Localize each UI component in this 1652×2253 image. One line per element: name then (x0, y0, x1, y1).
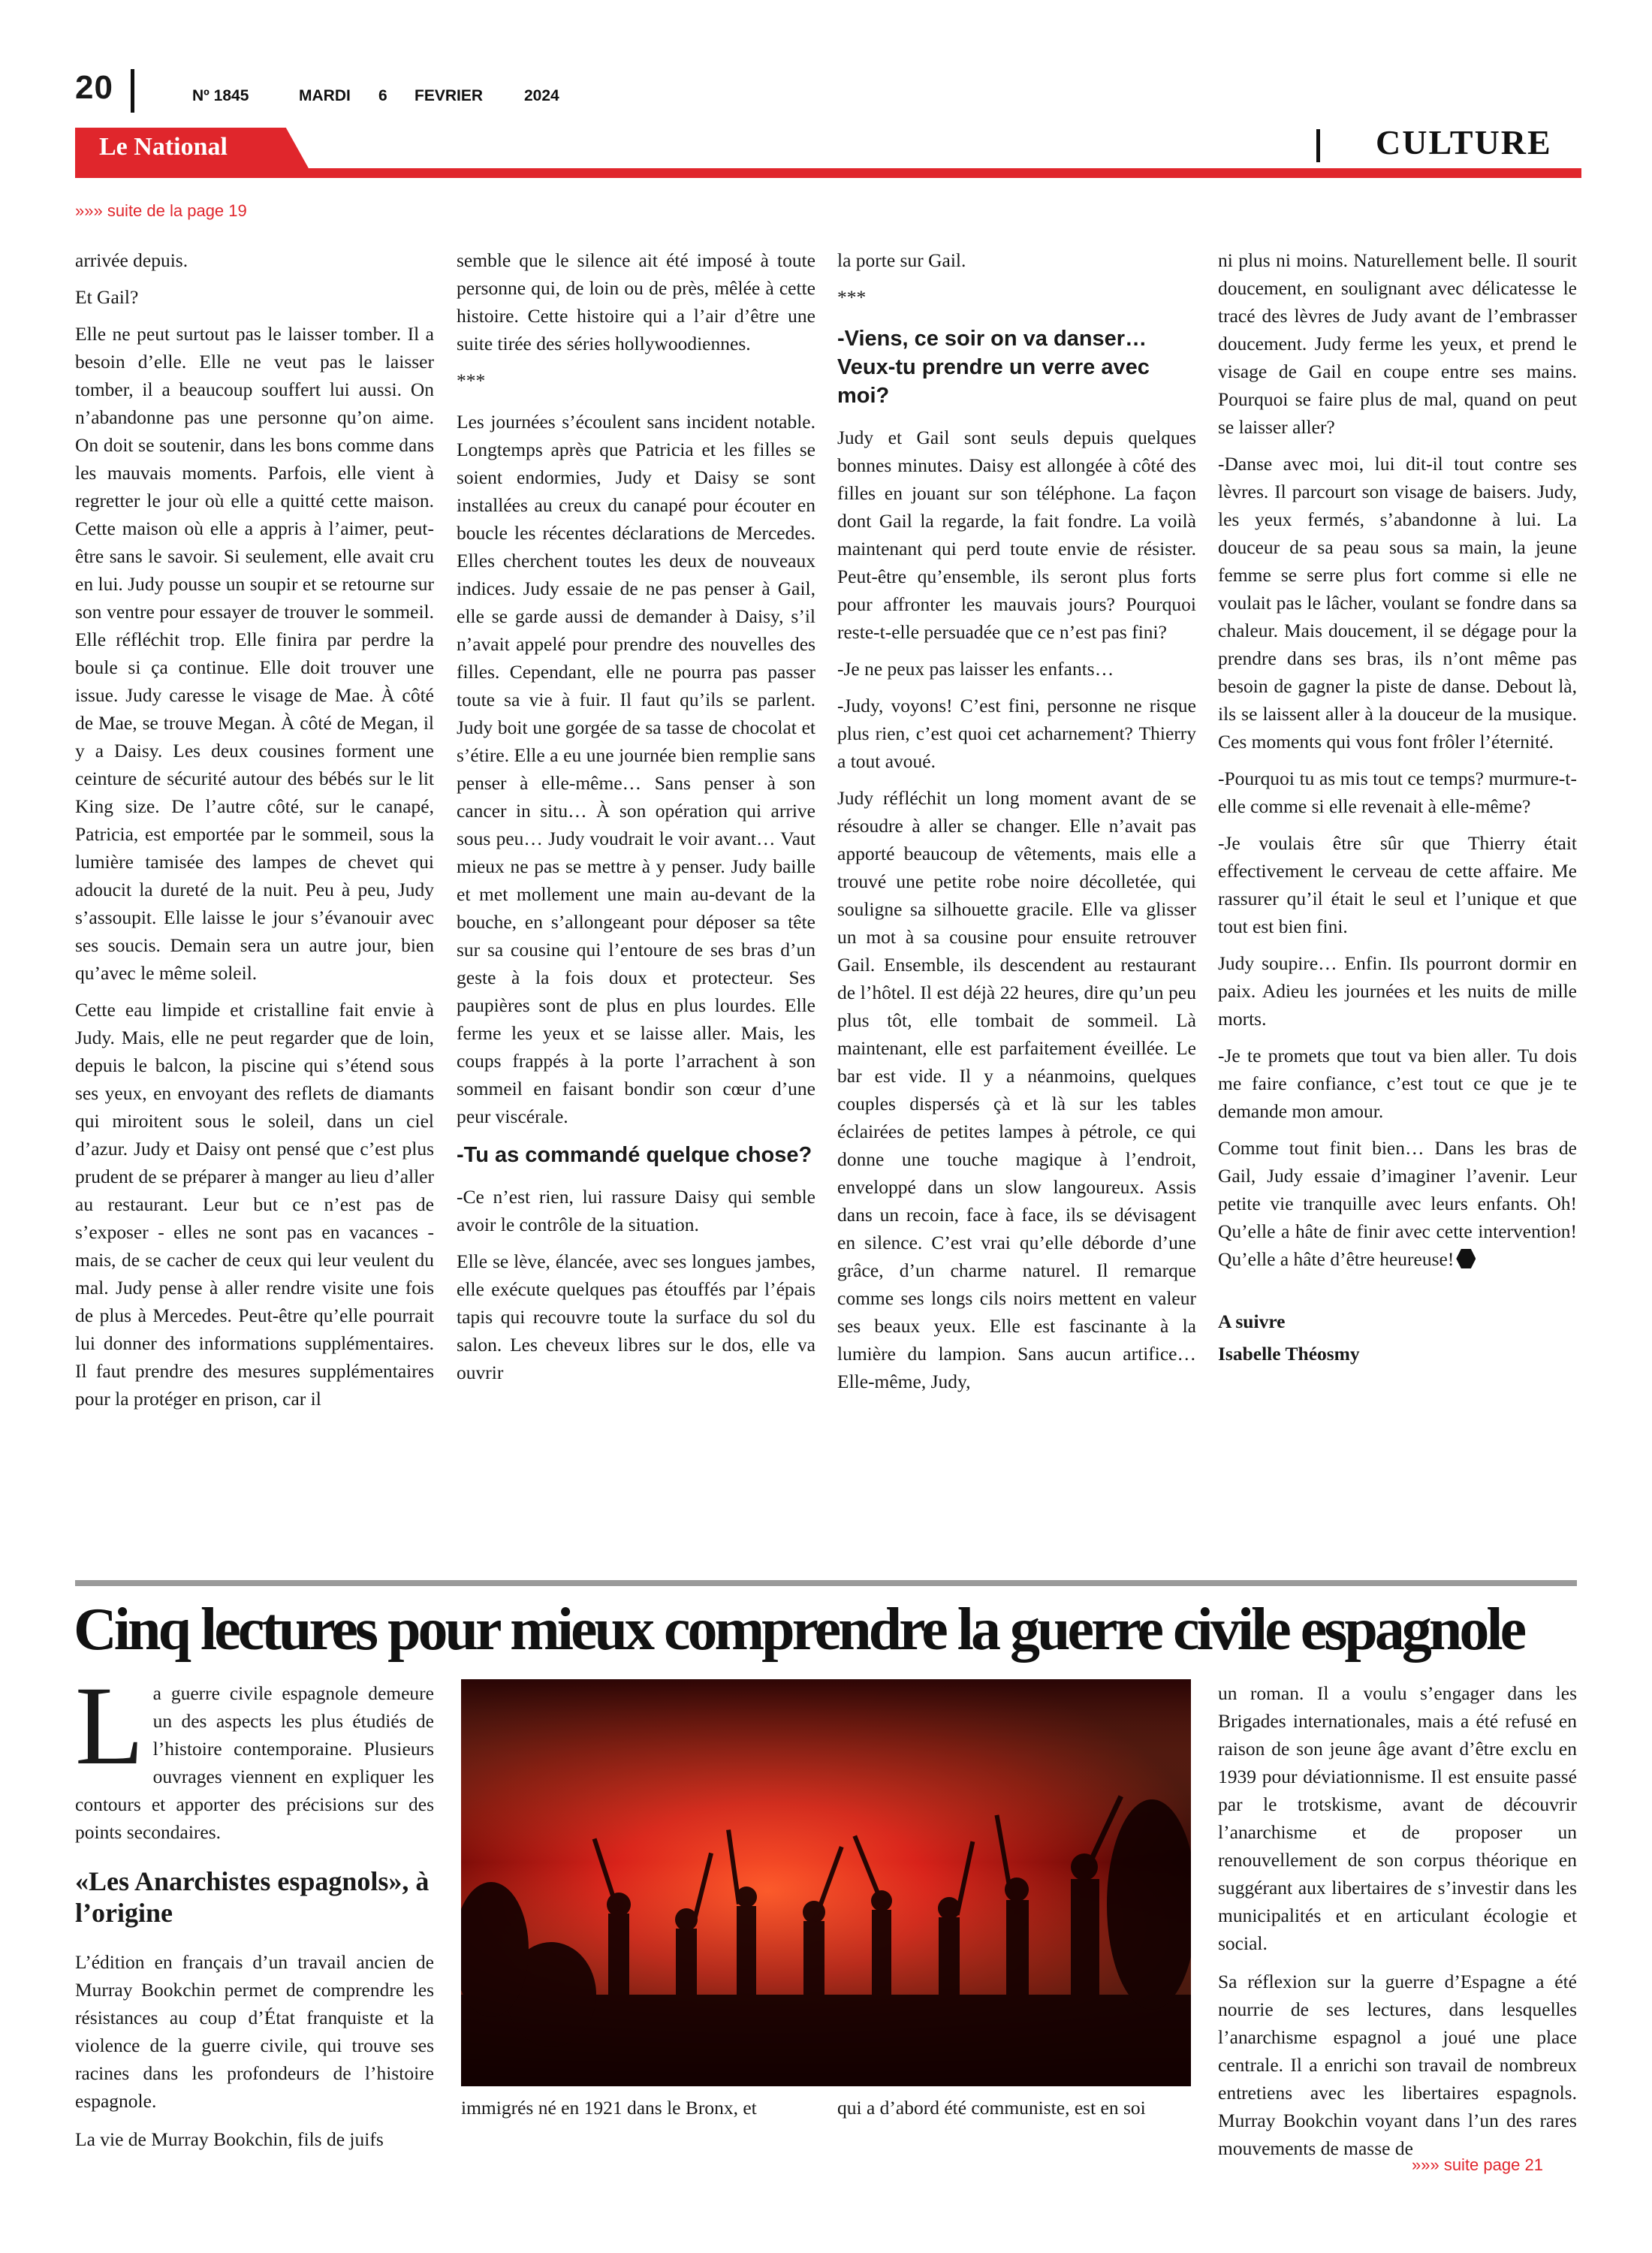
paragraph: L’édition en français d’un travail ancien de Murray Bookchin permet de comprendre les résistances au coup d’État franquiste et la violence de la guerre civile, qui trouve ses racines dans les profondeurs de l’histoire espagnole. (75, 1951, 434, 2112)
paragraph: -Je voulais être sûr que Thierry était effectivement le cerveau de cette affaire. Me rassurer qu’il était le seul et l’unique et que tout est bien fini. (1218, 832, 1577, 937)
story-column-3 (837, 246, 1196, 1404)
paragraph: -Je ne peux pas laisser les enfants… (837, 658, 1114, 680)
issue-number: Nº 1845 (192, 87, 249, 104)
paragraph: Et Gail? (75, 286, 139, 308)
section-divider (1316, 129, 1320, 162)
lead-text: a guerre civile espagnole demeure un des aspects les plus étudiés de l’histoire contemporaine. Plusieurs ouvrages viennent en expliquer les contours et apporter des précisions sur des points secondaires. (75, 1682, 434, 1843)
page-number-divider (131, 69, 134, 113)
paragraph: -Je te promets que tout va bien aller. Tu dois me faire confiance, c’est tout ce que je te demande mon amour. (1218, 1045, 1577, 1122)
story-column-1 (75, 246, 434, 1422)
paragraph: Sa réflexion sur la guerre d’Espagne a été nourrie de ses lectures, dans lesquelles l’anarchisme espagnol a joué une place centrale. Il a enrichi son travail de nombreux entretiens avec les libertaires espagnols. Murray Bookchin voyant dans l’un des rares mouvements de masse de (1218, 1971, 1577, 2159)
scene-separator: *** (837, 286, 867, 308)
dialogue-heading: -Viens, ce soir on va danser… Veux-tu prendre un verre avec moi? (837, 327, 1150, 408)
paragraph: Judy réfléchit un long moment avant de se résoudre à aller se changer. Elle n’avait pas apporté beaucoup de vêtements, mais elle a trouvé une petite robe noire décolletée, qui souligne sa silhouette gracile. Elle va glisser un mot à sa cousine pour ensuite retrouver Gail. Ensemble, ils descendent au restaurant de l’hôtel. Il est déjà 22 heures, dire qu’un peu plus tôt, elle tombait de sommeil. Là maintenant, elle est parfaitement éveillée. Le bar est vide. Il y a néanmoins, quelques couples dispersés çà et là sur les tables éclairées de petites lampes à pétrole, ce qui donne une touche magique à l’endroit, enveloppé dans un slow langoureux. Assis dans un recoin, face à face, ils se dévisagent en silence. C’est vrai qu’elle déborde d’une grâce, d’un charme naturel. Il remarque comme ses longs cils noirs mettent en valeur ses beaux yeux. Elle est fascinante à la lumière du lampion. Sans aucun artifice… Elle-même, Judy, (837, 787, 1196, 1392)
continued-from: »»» suite de la page 19 (75, 201, 247, 220)
paragraph (1218, 1134, 1577, 1273)
paragraph: -Ce n’est rien, lui rassure Daisy qui semble avoir le contrôle de la situation. (457, 1186, 815, 1235)
article-lead (75, 1663, 434, 1846)
continued-to: »»» suite page 21 (1412, 2155, 1543, 2174)
paragraph: Cette eau limpide et cristalline fait envie à Judy. Mais, elle ne peut regarder que de loin, depuis le balcon, la piscine qui s’étend sous ses yeux, en envoyant des reflets de diamants qui miroitent sous le soleil, dans un ciel d’azur. Judy et Daisy ont pensé que c’est plus prudent de se préparer à manger au lieu d’aller au restaurant. Leur but ce n’est pas de s’exposer - elles ne sont pas en vacances - mais, de se cacher de ceux qui leur veulent du mal. Judy pense à aller rendre visite une fois de plus à Mercedes. Peut-être qu’elle pourrait lui donner des informations supplémentaires. Il faut prendre des mesures supplémentaires pour la protéger en prison, car il (75, 999, 434, 1410)
paragraph: un roman. Il a voulu s’engager dans les Brigades internationales, mais a été refusé en raison de son jeune âge avant d’être exclu en 1939 pour déviationnisme. Il est ensuite passé par le trotskisme, avant de découvrir l’anarchisme et de proposer un renouvellement de son corpus théorique en suggérant aux libertaires de s’investir dans les municipalités et en articulant écologie et social. (1218, 1682, 1577, 1954)
article-headline: Cinq lectures pour mieux comprendre la guerre civile espagnole (74, 1597, 1524, 1663)
issue-date-day: 6 (378, 87, 387, 104)
issue-month: FEVRIER (415, 87, 484, 104)
article-column-3 (837, 2094, 1196, 2132)
story-column-2 (457, 246, 815, 1395)
header-rule (75, 168, 1581, 178)
story-column-4 (1218, 246, 1577, 1372)
page-number: 20 (75, 69, 113, 106)
paragraph: -Pourquoi tu as mis tout ce temps? murmure-t-elle comme si elle revenait à elle-même? (1218, 768, 1577, 817)
drop-cap: L (75, 1663, 144, 1788)
paragraph: Elle ne peut surtout pas le laisser tomber. Il a besoin d’elle. Elle ne veut pas le laisser tomber, il a beaucoup souffert lui aussi. On n’abandonne pas une personne qu’on aime. On doit se soutenir, dans les bons comme dans les mauvais moments. Parfois, elle vient à regretter le jour où elle a quitté cette maison. Cette maison où elle a appris à l’aimer, peut-être sans le savoir. Si seulement, elle avait cru en lui. Judy pousse un soupir et se retourne sur son ventre pour essayer de trouver le sommeil. Elle réfléchit trop. Elle finira par perdre la boule si ça continue. Elle doit trouver une issue. Judy caresse le visage de Mae. À côté de Mae, se trouve Megan. À côté de Megan, il y a Daisy. Les deux cousines forment une ceinture de sécurité autour des bébés sur le lit King size. De l’autre côté, sur le canapé, Patricia, est emportée par le sommeil, sous la lumière tamisée des lampes de chevet qui adoucit la dureté de la nuit. Peu à peu, Judy s’assoupit. Elle laisse le jour s’évanouir avec ses soucis. Demain sera un autre jour, bien qu’avec le même soleil. (75, 323, 434, 984)
paragraph: arrivée depuis. (75, 249, 188, 271)
paragraph: ni plus ni moins. Naturellement belle. Il sourit doucement, en soulignant avec délicatesse le tracé des lèvres de Judy avant de l’embrasser doucement. Judy ferme les yeux, et prend le visage de Gail en coupe entre ses mains. Pourquoi se faire plus de mal, quand on peut se laisser aller? (1218, 249, 1577, 438)
article-divider (75, 1580, 1577, 1586)
article-photo-crowd-silhouettes (461, 1679, 1191, 2086)
issue-day: MARDI (299, 87, 351, 104)
author-byline: Isabelle Théosmy (1218, 1343, 1360, 1365)
paragraph: Judy et Gail sont seuls depuis quelques bonnes minutes. Daisy est allongée à côté des filles en jouant sur son téléphone. La façon dont Gail la regarde, la fait fondre. La voilà maintenant qui perd toute envie de résister. Peut-être qu’ensemble, ils seront plus forts pour affronter les mauvais jours? Pourquoi reste-t-elle persuadée que ce n’est pas fini? (837, 427, 1196, 643)
dialogue-heading: -Tu as commandé quelque chose? (457, 1143, 812, 1167)
story-end-icon (1456, 1249, 1476, 1268)
brand-name: Le National (99, 133, 228, 161)
paragraph: qui a d’abord été communiste, est en soi (837, 2097, 1146, 2119)
scene-separator: *** (457, 369, 486, 391)
article-column-1 (75, 1663, 434, 2164)
paragraph: La vie de Murray Bookchin, fils de juifs (75, 2128, 384, 2150)
article-column-4 (1218, 1679, 1577, 2173)
final-paragraph-text: Comme tout finit bien… Dans les bras de Gail, Judy essaie d’imaginer l’avenir. Leur petite vie tranquille avec leurs enfants. Oh! Qu’elle a hâte de finir avec cette intervention! Qu’elle a hâte d’être heureuse! (1218, 1137, 1577, 1270)
paragraph: -Danse avec moi, lui dit-il tout contre ses lèvres. Il parcourt son visage de baisers. Judy, les yeux fermés, s’abandonne à lui. La douceur de sa peau sous sa main, la jeune femme se serre plus fort comme si elle ne voulait pas le lâcher, voulant se fondre dans sa chaleur. Mais doucement, il se dégage pour la prendre dans ses bras, ils n’ont même pas besoin de gagner la piste de danse. Debout là, ils se laissent aller à la douceur de la musique. Ces moments qui vous font frôler l’éternité. (1218, 453, 1577, 753)
paragraph: immigrés né en 1921 dans le Bronx, et (461, 2097, 757, 2119)
to-follow-label: A suivre (1218, 1310, 1286, 1332)
article-column-2 (461, 2094, 820, 2132)
paragraph: semble que le silence ait été imposé à toute personne qui, de loin ou de près, mêlée à cette histoire. Cette histoire qui a l’air d’être une suite tirée des séries hollywoodiennes. (457, 249, 815, 354)
paragraph: -Judy, voyons! C’est fini, personne ne risque plus rien, c’est quoi cet acharnement? Thierry a tout avoué. (837, 695, 1196, 772)
paragraph: Judy soupire… Enfin. Ils pourront dormir en paix. Adieu les journées et les nuits de mille morts. (1218, 952, 1577, 1030)
paragraph: Les journées s’écoulent sans incident notable. Longtemps après que Patricia et les filles se soient endormies, Judy et Daisy se sont installées au creux du canapé pour écouter en boucle les récentes déclarations de Mercedes. Elles cherchent toutes les deux de nouveaux indices. Judy essaie de ne pas penser à Gail, elle se garde aussi de demander à Daisy, s’il n’avait appelé pour prendre des nouvelles des filles. Cependant, elle ne pourra pas passer toute sa vie à fuir. Il faut qu’ils se parlent. Judy boit une gorgée de sa tasse de chocolat et s’étire. Elle a eu une journée bien remplie sans penser à elle-même… Sans penser à son cancer in situ… À son opération qui arrive sous peu… Judy voudrait le voir avant… Vaut mieux ne pas se mettre à y penser. Judy baille et met mollement une main au-devant de la bouche, en s’allongeant pour déposer sa tête sur sa cousine qui l’entoure de ses bras d’un geste à la fois doux et protecteur. Ses paupières sont de plus en plus lourdes. Elle ferme les yeux et se laisse aller. Mais, les coups frappés à la porte l’arrachent à son sommeil en faisant bondir son cœur d’une peur viscérale. (457, 411, 815, 1127)
paragraph: Elle se lève, élancée, avec ses longues jambes, elle exécute quelques pas étouffés par l’épais tapis qui recouvre toute la surface du sol du salon. Les cheveux libres sur le dos, elle va ouvrir (457, 1250, 815, 1383)
article-subhead: «Les Anarchistes espagnols», à l’origine (75, 1866, 430, 1928)
issue-year: 2024 (524, 87, 559, 104)
section-label: CULTURE (1376, 123, 1552, 161)
paragraph: la porte sur Gail. (837, 249, 966, 271)
